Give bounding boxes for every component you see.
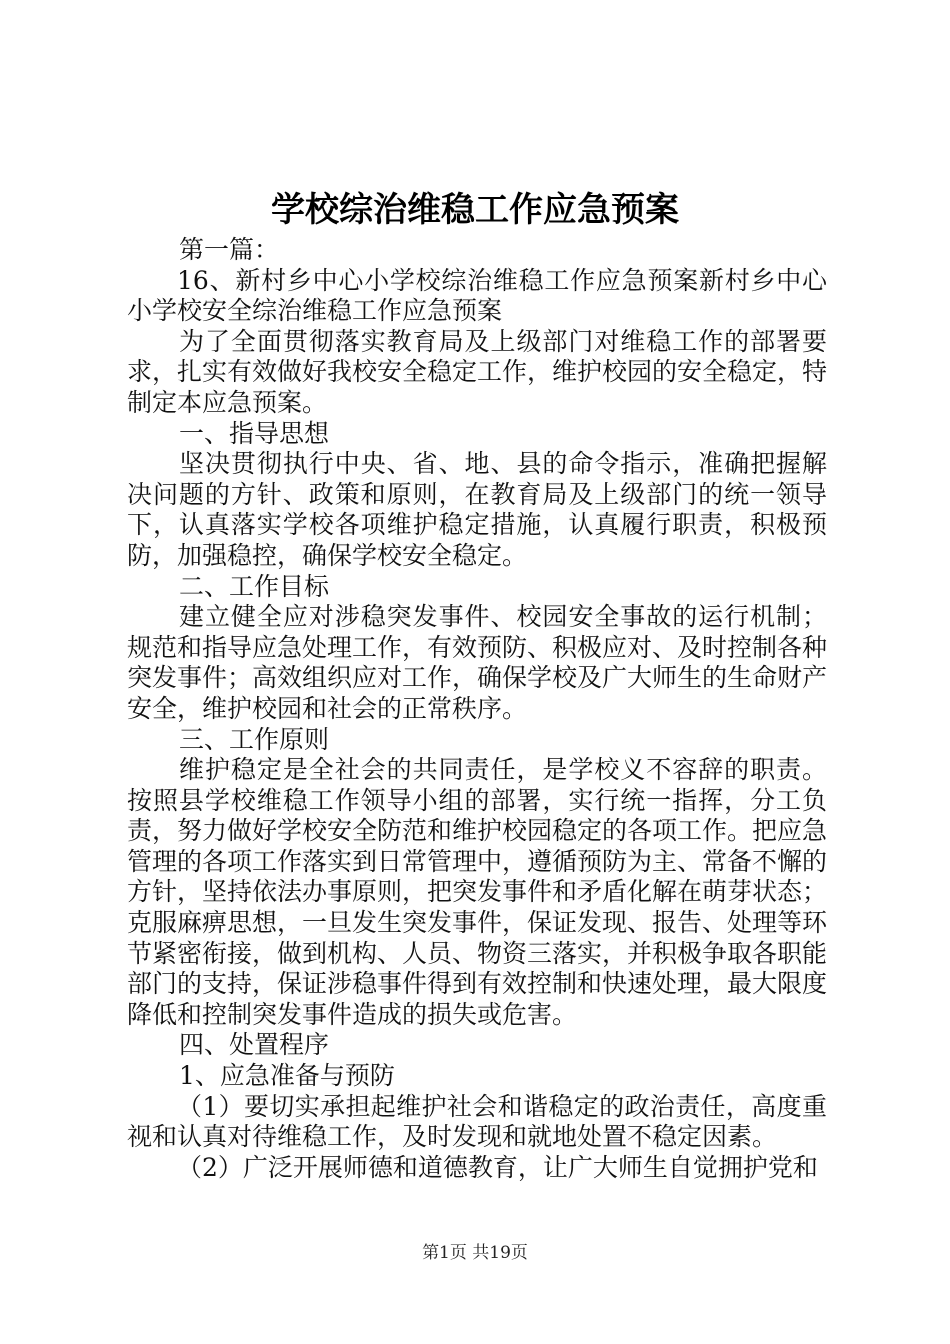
section-label: 第一篇： <box>179 235 280 264</box>
section-heading: 三、工作原则 <box>179 724 330 754</box>
paragraph: 维护稳定是全社会的共同责任，是学校义不容辞的职责。按照县学校维稳工作领导小组的部署，实行统一指挥，分工负责，努力做好学校安全防范和维护校园稳定的各项工作。把应急管理的各项工作落实到日常管理中，遵循预防为主、常备不懈的方针，坚持依法办事原则，把突发事件和矛盾化解在萌芽状态；克服麻痹思想，一旦发生突发事件，保证发现、报告、处理等环节紧密衔接，做到机构、人员、物资三落实，并积极争取各职能部门的支持，保证涉稳事件得到有效控制和快速处理，最大限度降低和控制突发事件造成的损失或危害。 <box>127 755 828 1029</box>
subsection-heading: 1、应急准备与预防 <box>179 1061 395 1091</box>
document-body <box>127 235 827 1183</box>
section-heading: 一、指导思想 <box>179 418 330 448</box>
list-item: （1）要切实承担起维护社会和谐稳定的政治责任，高度重视和认真对待维稳工作，及时发现和就地处置不稳定因素。 <box>127 1091 827 1152</box>
paragraph: 16、新村乡中心小学校综治维稳工作应急预案新村乡中心小学校安全综治维稳工作应急预案 <box>127 265 827 326</box>
list-item: （2）广泛开展师德和道德教育，让广大师生自觉拥护党和 <box>177 1152 818 1182</box>
page-number-footer: 第1页 共19页 <box>422 1243 528 1263</box>
section-heading: 四、处置程序 <box>179 1030 330 1060</box>
paragraph: 为了全面贯彻落实教育局及上级部门对维稳工作的部署要求，扎实有效做好我校安全稳定工作，维护校园的安全稳定，特制定本应急预案。 <box>127 326 828 417</box>
paragraph: 坚决贯彻执行中央、省、地、县的命令指示，准确把握解决问题的方针、政策和原则，在教育局及上级部门的统一领导下，认真落实学校各项维护稳定措施，认真履行职责，积极预防，加强稳控，确保学校安全稳定。 <box>127 449 827 570</box>
paragraph: 建立健全应对涉稳突发事件、校园安全事故的运行机制；规范和指导应急处理工作，有效预防、积极应对、及时控制各种突发事件；高效组织应对工作，确保学校及广大师生的生命财产安全，维护校园和社会的正常秩序。 <box>127 602 828 723</box>
section-heading: 二、工作目标 <box>179 571 330 601</box>
document-title: 学校综治维稳工作应急预案 <box>271 190 679 230</box>
